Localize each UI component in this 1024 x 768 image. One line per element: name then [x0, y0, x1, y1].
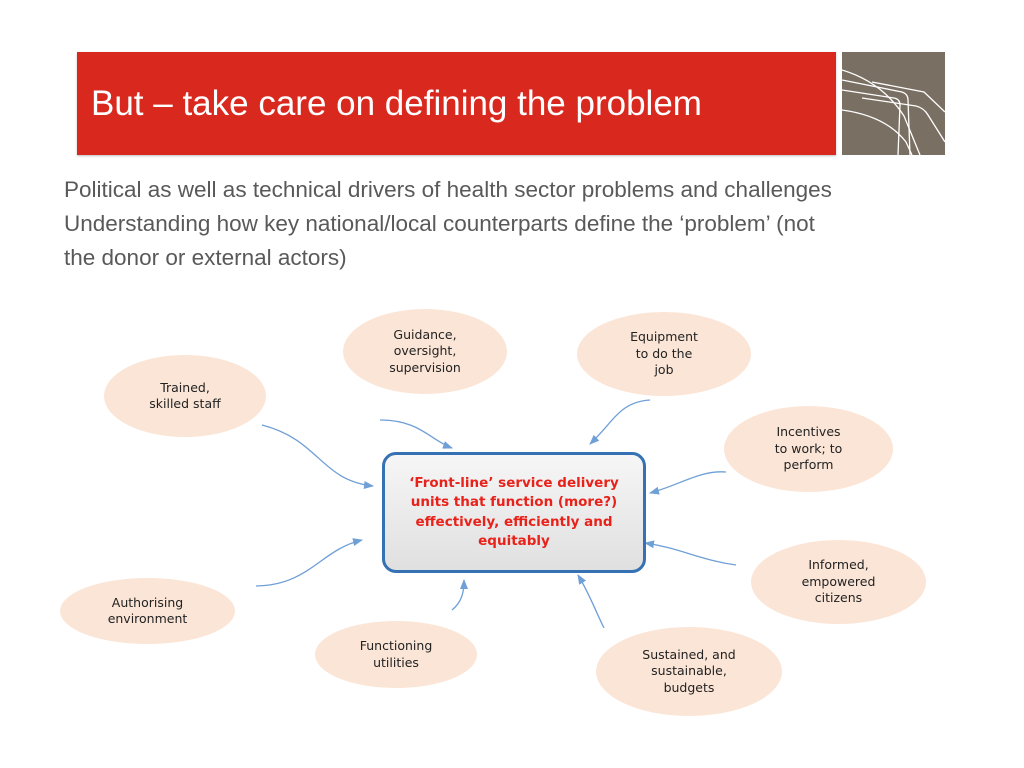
node-guidance	[343, 309, 507, 394]
body-line: the donor or external actors)	[64, 245, 347, 270]
slide-title: But – take care on defining the problem	[91, 84, 702, 123]
body-line: Political as well as technical drivers of health sector problems and challenges	[64, 177, 832, 202]
arrow-from-authorising	[256, 540, 362, 586]
arrow-from-informed	[645, 543, 736, 565]
arrow-from-utilities	[452, 580, 464, 610]
arrow-from-budgets	[578, 575, 604, 628]
node-utilities-label: Functioning utilities	[359, 638, 433, 670]
arrow-from-trained	[262, 425, 373, 486]
node-informed-label: Informed, empowered citizens	[801, 557, 876, 606]
node-incentives-label: Incentives to work; to perform	[774, 424, 843, 473]
node-budgets-label: Sustained, and sustainable, budgets	[642, 646, 736, 695]
center-box	[382, 452, 646, 573]
center-label: ‘Front-line’ service delivery units that function (more?) effectively, efficiently and equitably	[409, 474, 619, 549]
arrow-from-guidance	[380, 420, 452, 448]
arrow-from-equipment	[590, 400, 650, 444]
node-equipment	[577, 312, 751, 396]
node-utilities	[315, 621, 477, 688]
node-authorising-label: Authorising environment	[107, 594, 188, 626]
node-trained	[104, 355, 266, 437]
node-incentives	[724, 406, 893, 492]
arrow-from-incentives	[650, 472, 726, 493]
node-guidance-label: Guidance, oversight, supervision	[389, 326, 461, 375]
node-trained-label: Trained, skilled staff	[149, 379, 221, 411]
node-budgets	[596, 627, 782, 716]
node-informed	[751, 540, 926, 624]
node-authorising	[60, 578, 235, 644]
body-line: Understanding how key national/local counterparts define the ‘problem’ (not	[64, 211, 815, 236]
node-equipment-label: Equipment to do the job	[630, 329, 698, 378]
